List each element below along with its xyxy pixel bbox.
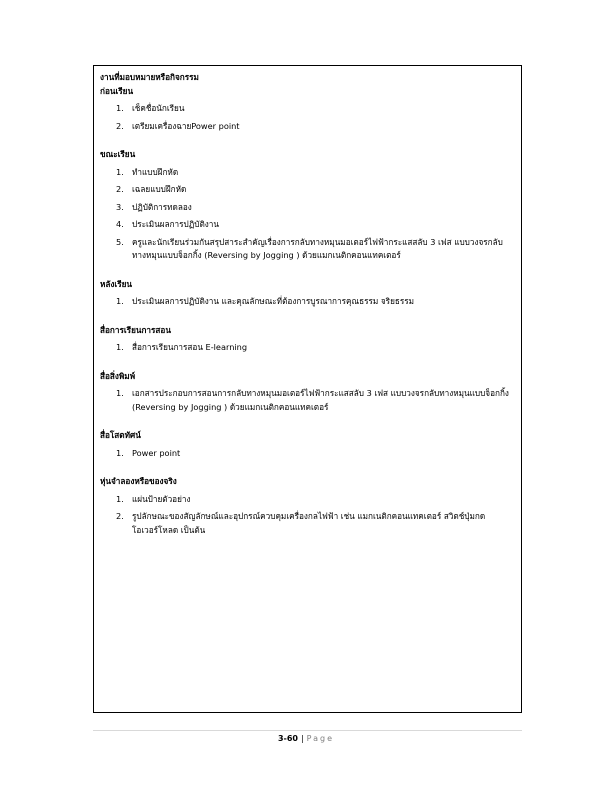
section-gap — [100, 460, 513, 475]
list-item-text: สื่อการเรียนการสอน E-learning — [132, 342, 248, 352]
list-item-text: รูปลักษณะของสัญลักษณ์และอุปกรณ์ควบคุมเครื่องกลไฟฟ้า เช่น แมกเนติกคอนแทคเตอร์ สวิตช์ปุ่มกด โอเวอร์โหลด เป็นต้น — [132, 511, 486, 535]
list-item — [100, 236, 513, 263]
list-item-text: ครูและนักเรียนร่วมกันสรุปสาระสำคัญเรื่องการกลับทางหมุนมอเตอร์ไฟฟ้ากระแสสลับ 3 เฟส แบบวงจรกลับทางหมุนแบบจ็อกกิ้ง (Reversing by Jogging ) ด้วยแมกเนติกคอนแทคเตอร์ — [132, 236, 503, 260]
list-item-number: 2. — [116, 511, 124, 521]
list-item-number: 2. — [116, 184, 124, 194]
section-heading: หลังเรียน — [100, 278, 133, 289]
list-item-number: 1. — [116, 166, 124, 177]
list-item-text: ประเมินผลการปฏิบัติงาน — [132, 219, 219, 229]
page-label: Page — [306, 734, 335, 743]
list-item-text: Power point — [132, 447, 181, 458]
section-heading: สื่อการเรียนการสอน — [100, 324, 171, 335]
section-list — [100, 102, 513, 133]
list-item-number: 3. — [116, 201, 124, 212]
section-list — [100, 295, 513, 309]
section-heading: ขณะเรียน — [100, 149, 136, 159]
list-item — [100, 341, 513, 355]
list-item — [100, 120, 513, 134]
section-gap — [100, 263, 513, 278]
list-item — [100, 201, 513, 215]
footer-separator: | — [300, 734, 304, 743]
list-item-text: เฉลยแบบฝึกหัด — [132, 184, 187, 194]
list-item-number: 2. — [116, 120, 124, 131]
list-item-number: 1. — [116, 447, 124, 458]
section-heading: หุ่นจำลองหรือของจริง — [100, 476, 177, 486]
content-frame — [93, 65, 522, 713]
footer-rule — [93, 730, 522, 731]
section-gap — [100, 133, 513, 148]
list-item — [100, 183, 513, 197]
section-list — [100, 341, 513, 355]
section-list — [100, 447, 513, 461]
list-item — [100, 295, 513, 309]
list-item-text: ทำแบบฝึกหัด — [132, 166, 179, 177]
section-heading: ก่อนเรียน — [100, 85, 134, 96]
list-item — [100, 166, 513, 180]
list-item-number: 1. — [116, 342, 124, 352]
section-list — [100, 493, 513, 538]
list-item-text: เอกสารประกอบการสอนการกลับทางหมุนมอเตอร์ไฟฟ้ากระแสสลับ 3 เฟส แบบวงจรกลับทางหมุนแบบจ็อกกิ้ง (Reversing by Jogging ) ด้วยแมกเนติกคอนแทคเตอร์ — [132, 388, 509, 412]
section-gap — [100, 309, 513, 324]
list-item — [100, 218, 513, 232]
section-gap — [100, 414, 513, 429]
document-body — [100, 71, 513, 537]
section-gap — [100, 355, 513, 370]
section-heading: สื่อโสตทัศน์ — [100, 430, 141, 440]
list-item — [100, 510, 513, 537]
list-item-text: ประเมินผลการปฏิบัติงาน และคุณลักษณะที่ต้องการบูรณาการคุณธรรม จริยธรรม — [132, 296, 415, 306]
list-item-text: ปฏิบัติการทดลอง — [132, 201, 192, 212]
section-heading: งานที่มอบหมายหรือกิจกรรม — [100, 72, 199, 82]
list-item-text: เตรียมเครื่องฉายPower point — [132, 120, 240, 131]
list-item-number: 1. — [116, 296, 124, 306]
section-list — [100, 387, 513, 414]
list-item-number: 1. — [116, 388, 124, 398]
list-item-text: เช็คชื่อนักเรียน — [132, 103, 185, 113]
list-item-number: 4. — [116, 219, 124, 229]
list-item-number: 1. — [116, 493, 124, 504]
section-heading: สื่อสิ่งพิมพ์ — [100, 370, 136, 381]
list-item — [100, 387, 513, 414]
section-list — [100, 166, 513, 263]
list-item-number: 5. — [116, 236, 124, 247]
list-item — [100, 493, 513, 507]
page-footer — [0, 734, 612, 743]
list-item — [100, 447, 513, 461]
list-item-number: 1. — [116, 103, 124, 113]
page-number: 3-60 — [277, 734, 298, 743]
list-item-text: แผ่นป้ายตัวอย่าง — [132, 493, 191, 504]
list-item — [100, 102, 513, 116]
